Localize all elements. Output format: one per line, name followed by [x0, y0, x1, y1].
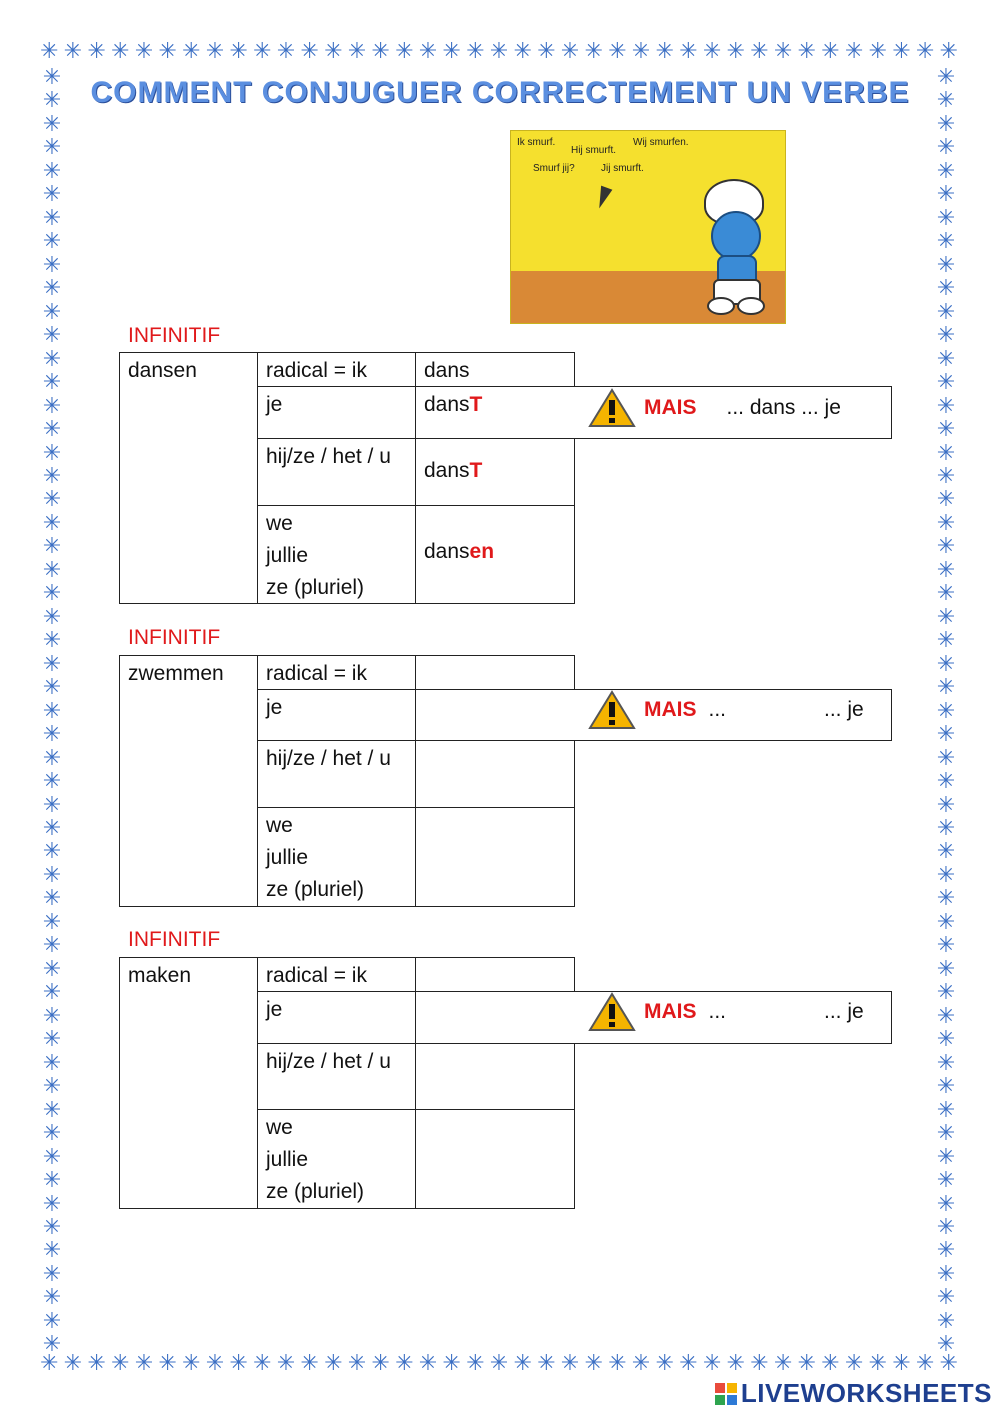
snowflake-icon: ✳ — [42, 627, 62, 653]
snowflake-icon: ✳ — [442, 38, 461, 63]
brand-text: LIVEWORKSHEETS — [740, 1378, 992, 1408]
pronoun-text: ze (pluriel) — [266, 1180, 365, 1203]
snowflake-icon: ✳ — [42, 1237, 62, 1263]
snowflake-icon: ✳ — [42, 345, 62, 371]
snowflake-icon: ✳ — [608, 38, 627, 63]
snowflake-icon: ✳ — [87, 38, 106, 63]
snowflake-icon: ✳ — [936, 1237, 956, 1263]
snowflake-icon: ✳ — [868, 1350, 887, 1375]
pronoun-cell — [257, 438, 416, 506]
snowflake-icon: ✳ — [42, 1143, 62, 1169]
snowflake-icon: ✳ — [936, 64, 956, 89]
warning-text-left: ... — [708, 1000, 727, 1023]
snowflake-icon: ✳ — [42, 251, 62, 277]
snowflake-icon: ✳ — [300, 1350, 319, 1375]
snowflake-icon: ✳ — [915, 1350, 935, 1375]
snowflake-icon: ✳ — [936, 1190, 956, 1216]
snowflake-icon: ✳ — [936, 416, 956, 442]
bubble-line: Smurf jij? — [533, 163, 575, 174]
bubble-line: Ik smurf. — [517, 137, 556, 148]
snowflake-icon: ✳ — [134, 1350, 154, 1375]
snowflake-icon: ✳ — [205, 38, 225, 63]
snowflake-icon: ✳ — [229, 38, 248, 63]
pronoun-text: we — [266, 1116, 293, 1139]
snowflake-icon: ✳ — [936, 1143, 956, 1169]
snowflake-icon: ✳ — [42, 64, 62, 89]
snowflake-icon: ✳ — [936, 932, 956, 958]
snowflake-icon: ✳ — [892, 38, 911, 63]
snowflake-icon: ✳ — [347, 1350, 367, 1375]
pronoun-text: we — [266, 814, 293, 837]
snowflake-icon: ✳ — [42, 1049, 62, 1075]
snowflake-icon: ✳ — [42, 721, 62, 747]
snowflake-icon: ✳ — [42, 462, 62, 488]
snowflake-icon: ✳ — [42, 1073, 62, 1099]
snowflake-icon: ✳ — [466, 38, 485, 63]
pronoun-text: ze (pluriel) — [266, 878, 365, 901]
border-top — [40, 40, 958, 62]
snowflake-icon: ✳ — [42, 979, 62, 1005]
snowflake-icon: ✳ — [395, 38, 414, 63]
snowflake-icon: ✳ — [42, 1260, 62, 1286]
snowflake-icon: ✳ — [936, 439, 956, 465]
pronoun-cell — [257, 505, 416, 604]
snowflake-icon: ✳ — [111, 38, 130, 63]
mais-label: MAIS — [644, 698, 697, 721]
answer-field[interactable] — [415, 1109, 575, 1209]
warning-text: ... dans ... je — [726, 396, 841, 419]
snowflake-icon: ✳ — [537, 1350, 556, 1375]
smurf-illustration — [510, 130, 786, 324]
pronoun-text: we — [266, 512, 293, 535]
snowflake-icon: ✳ — [750, 1350, 769, 1375]
snowflake-icon: ✳ — [608, 1350, 627, 1375]
snowflake-icon: ✳ — [936, 509, 956, 535]
snowflake-icon: ✳ — [395, 1350, 414, 1375]
liveworksheets-logo — [715, 1378, 992, 1409]
snowflake-icon: ✳ — [42, 650, 62, 676]
pronoun-cell — [257, 689, 416, 741]
snowflake-icon: ✳ — [42, 1213, 62, 1239]
snowflake-icon: ✳ — [936, 1120, 956, 1146]
snowflake-icon: ✳ — [939, 1350, 958, 1375]
snowflake-icon: ✳ — [936, 486, 956, 512]
pronoun-cell — [257, 655, 416, 690]
pronoun-cell — [257, 352, 416, 387]
snowflake-icon: ✳ — [936, 674, 956, 700]
snowflake-icon: ✳ — [936, 134, 956, 160]
page-title: COMMENT CONJUGUER CORRECTEMENT UN VERBE — [90, 76, 910, 109]
pronoun-cell — [257, 957, 416, 992]
snowflake-icon: ✳ — [868, 38, 887, 63]
snowflake-icon: ✳ — [936, 955, 956, 981]
verb-text: zwemmen — [128, 662, 224, 685]
verb-cell — [119, 957, 258, 1209]
snowflake-icon: ✳ — [631, 1350, 651, 1375]
snowflake-icon: ✳ — [182, 38, 201, 63]
snowflake-icon: ✳ — [229, 1350, 248, 1375]
snowflake-icon: ✳ — [936, 1026, 956, 1052]
snowflake-icon: ✳ — [936, 1002, 956, 1028]
verb-cell — [119, 352, 258, 604]
warning-text-left: ... — [708, 698, 727, 721]
snowflake-icon: ✳ — [111, 1350, 130, 1375]
pronoun-text: je — [266, 696, 283, 719]
snowflake-icon: ✳ — [253, 38, 272, 63]
snowflake-icon: ✳ — [466, 1350, 485, 1375]
snowflake-icon: ✳ — [797, 1350, 816, 1375]
snowflake-icon: ✳ — [750, 38, 769, 63]
snowflake-icon: ✳ — [936, 1167, 956, 1193]
answer-field[interactable] — [415, 655, 575, 690]
snowflake-icon: ✳ — [42, 932, 62, 958]
snowflake-icon: ✳ — [42, 204, 62, 230]
snowflake-icon: ✳ — [42, 838, 62, 864]
verb-cell — [119, 655, 258, 907]
snowflake-icon: ✳ — [936, 345, 956, 371]
snowflake-icon: ✳ — [42, 228, 62, 254]
form-stem: dans — [424, 459, 470, 482]
snowflake-icon: ✳ — [42, 861, 62, 887]
snowflake-icon: ✳ — [936, 908, 956, 934]
snowflake-icon: ✳ — [513, 38, 532, 63]
snowflake-icon: ✳ — [205, 1350, 225, 1375]
pronoun-text: radical = ik — [266, 964, 367, 987]
verb-text: dansen — [128, 359, 197, 382]
snowflake-icon: ✳ — [42, 416, 62, 442]
snowflake-icon: ✳ — [655, 1350, 674, 1375]
snowflake-icon: ✳ — [42, 392, 62, 418]
answer-field[interactable] — [415, 1043, 575, 1110]
snowflake-icon: ✳ — [42, 1307, 62, 1333]
form-suffix: T — [469, 393, 483, 416]
snowflake-icon: ✳ — [936, 533, 956, 559]
form-text: dans — [424, 359, 470, 382]
snowflake-icon: ✳ — [42, 603, 62, 629]
snowflake-icon: ✳ — [42, 1096, 62, 1122]
snowflake-icon: ✳ — [936, 369, 956, 395]
snowflake-icon: ✳ — [936, 1260, 956, 1286]
snowflake-icon: ✳ — [182, 1350, 201, 1375]
form-stem: dans — [424, 393, 470, 416]
form-stem: dans — [424, 540, 470, 563]
warning-icon — [588, 388, 636, 428]
snowflake-icon: ✳ — [42, 674, 62, 700]
snowflake-icon: ✳ — [42, 1331, 62, 1357]
snowflake-icon: ✳ — [936, 87, 956, 113]
snowflake-icon: ✳ — [936, 1331, 956, 1357]
snowflake-icon: ✳ — [936, 1073, 956, 1099]
snowflake-icon: ✳ — [936, 462, 956, 488]
mais-label: MAIS — [644, 1000, 697, 1023]
snowflake-icon: ✳ — [726, 38, 745, 63]
snowflake-icon: ✳ — [442, 1350, 461, 1375]
pronoun-text: jullie — [266, 846, 309, 869]
snowflake-icon: ✳ — [371, 1350, 390, 1375]
snowflake-icon: ✳ — [40, 38, 59, 63]
infinitif-label: INFINITIF — [128, 626, 221, 649]
snowflake-icon: ✳ — [936, 721, 956, 747]
snowflake-icon: ✳ — [42, 87, 62, 113]
snowflake-icon: ✳ — [42, 815, 62, 840]
snowflake-icon: ✳ — [936, 1049, 956, 1075]
snowflake-icon: ✳ — [936, 627, 956, 653]
pronoun-text: je — [266, 393, 283, 416]
snowflake-icon: ✳ — [42, 955, 62, 981]
snowflake-icon: ✳ — [42, 157, 62, 183]
snowflake-icon: ✳ — [936, 1213, 956, 1239]
infinitif-label: INFINITIF — [128, 928, 221, 951]
snowflake-icon: ✳ — [42, 439, 62, 465]
snowflake-icon: ✳ — [936, 815, 956, 840]
pronoun-cell — [257, 1109, 416, 1209]
snowflake-icon: ✳ — [324, 38, 343, 63]
mais-label: MAIS — [644, 396, 697, 419]
snowflake-icon: ✳ — [936, 157, 956, 183]
snowflake-icon: ✳ — [253, 1350, 272, 1375]
form-suffix: T — [469, 459, 483, 482]
answer-field[interactable] — [415, 957, 575, 992]
warning-text-right: ... je — [824, 698, 864, 721]
snowflake-icon: ✳ — [936, 228, 956, 254]
snowflake-icon: ✳ — [42, 885, 62, 911]
snowflake-icon: ✳ — [936, 298, 956, 324]
border-right — [934, 66, 958, 1356]
snowflake-icon: ✳ — [42, 533, 62, 559]
snowflake-icon: ✳ — [158, 1350, 177, 1375]
snowflake-icon: ✳ — [936, 838, 956, 864]
snowflake-icon: ✳ — [936, 181, 956, 207]
snowflake-icon: ✳ — [300, 38, 319, 63]
snowflake-icon: ✳ — [42, 322, 62, 348]
snowflake-icon: ✳ — [936, 392, 956, 418]
form-cell — [415, 352, 575, 387]
snowflake-icon: ✳ — [347, 38, 367, 63]
pronoun-text: hij/ze / het / u — [266, 747, 391, 770]
warning-icon — [588, 992, 636, 1032]
snowflake-icon: ✳ — [42, 275, 62, 301]
pronoun-cell — [257, 386, 416, 439]
bubble-line: Wij smurfen. — [633, 137, 689, 148]
snowflake-icon: ✳ — [936, 885, 956, 911]
snowflake-icon: ✳ — [42, 768, 62, 794]
snowflake-icon: ✳ — [513, 1350, 532, 1375]
form-suffix: en — [469, 540, 495, 563]
snowflake-icon: ✳ — [42, 181, 62, 207]
pronoun-text: radical = ik — [266, 359, 367, 382]
warning-text-right: ... je — [824, 1000, 864, 1023]
answer-field[interactable] — [415, 807, 575, 907]
warning-note — [588, 690, 864, 730]
snowflake-icon: ✳ — [773, 38, 793, 63]
warning-note — [588, 388, 841, 428]
border-bottom — [40, 1352, 958, 1374]
pronoun-text: jullie — [266, 544, 309, 567]
snowflake-icon: ✳ — [371, 38, 390, 63]
snowflake-icon: ✳ — [489, 1350, 509, 1375]
snowflake-icon: ✳ — [936, 110, 956, 136]
snowflake-icon: ✳ — [655, 38, 674, 63]
snowflake-icon: ✳ — [936, 744, 956, 770]
snowflake-icon: ✳ — [418, 1350, 438, 1375]
snowflake-icon: ✳ — [560, 1350, 580, 1375]
snowflake-icon: ✳ — [702, 38, 722, 63]
pronoun-text: je — [266, 998, 283, 1021]
snowflake-icon: ✳ — [42, 486, 62, 512]
snowflake-icon: ✳ — [42, 509, 62, 535]
snowflake-icon: ✳ — [936, 650, 956, 676]
snowflake-icon: ✳ — [797, 38, 816, 63]
snowflake-icon: ✳ — [915, 38, 935, 63]
snowflake-icon: ✳ — [42, 369, 62, 395]
snowflake-icon: ✳ — [42, 110, 62, 136]
snowflake-icon: ✳ — [936, 979, 956, 1005]
snowflake-icon: ✳ — [939, 38, 958, 63]
smurf-foot-icon — [737, 297, 765, 315]
snowflake-icon: ✳ — [679, 38, 698, 63]
bubble-line: Hij smurft. — [571, 145, 616, 156]
snowflake-icon: ✳ — [844, 1350, 864, 1375]
warning-icon — [588, 690, 636, 730]
pronoun-cell — [257, 740, 416, 808]
snowflake-icon: ✳ — [42, 298, 62, 324]
speech-tail-icon — [594, 186, 613, 211]
snowflake-icon: ✳ — [936, 861, 956, 887]
snowflake-icon: ✳ — [42, 744, 62, 770]
snowflake-icon: ✳ — [892, 1350, 911, 1375]
answer-field[interactable] — [415, 740, 575, 808]
snowflake-icon: ✳ — [418, 38, 438, 63]
snowflake-icon: ✳ — [42, 1002, 62, 1028]
snowflake-icon: ✳ — [42, 556, 62, 582]
smurf-head-icon — [711, 211, 761, 261]
snowflake-icon: ✳ — [726, 1350, 745, 1375]
snowflake-icon: ✳ — [936, 1096, 956, 1122]
infinitif-label: INFINITIF — [128, 324, 221, 347]
snowflake-icon: ✳ — [42, 697, 62, 723]
snowflake-icon: ✳ — [844, 38, 864, 63]
snowflake-icon: ✳ — [489, 38, 509, 63]
verb-text: maken — [128, 964, 192, 987]
form-cell — [415, 505, 575, 604]
snowflake-icon: ✳ — [679, 1350, 698, 1375]
snowflake-icon: ✳ — [40, 1350, 59, 1375]
pronoun-cell — [257, 807, 416, 907]
snowflake-icon: ✳ — [158, 38, 177, 63]
snowflake-icon: ✳ — [936, 697, 956, 723]
snowflake-icon: ✳ — [87, 1350, 106, 1375]
snowflake-icon: ✳ — [276, 38, 296, 63]
snowflake-icon: ✳ — [42, 1284, 62, 1310]
pronoun-text: hij/ze / het / u — [266, 1050, 391, 1073]
snowflake-icon: ✳ — [584, 1350, 603, 1375]
snowflake-icon: ✳ — [936, 791, 956, 817]
snowflake-icon: ✳ — [936, 580, 956, 606]
snowflake-icon: ✳ — [42, 1120, 62, 1146]
pronoun-text: hij/ze / het / u — [266, 445, 391, 468]
snowflake-icon: ✳ — [936, 1307, 956, 1333]
snowflake-icon: ✳ — [936, 251, 956, 277]
snowflake-icon: ✳ — [42, 1167, 62, 1193]
snowflake-icon: ✳ — [936, 1284, 956, 1310]
border-left — [40, 66, 64, 1356]
snowflake-icon: ✳ — [936, 322, 956, 348]
snowflake-icon: ✳ — [560, 38, 580, 63]
snowflake-icon: ✳ — [42, 1026, 62, 1052]
pronoun-cell — [257, 1043, 416, 1110]
snowflake-icon: ✳ — [42, 580, 62, 606]
snowflake-icon: ✳ — [773, 1350, 793, 1375]
snowflake-icon: ✳ — [42, 1190, 62, 1216]
snowflake-icon: ✳ — [584, 38, 603, 63]
snowflake-icon: ✳ — [631, 38, 651, 63]
snowflake-icon: ✳ — [276, 1350, 296, 1375]
snowflake-icon: ✳ — [42, 908, 62, 934]
snowflake-icon: ✳ — [936, 556, 956, 582]
snowflake-icon: ✳ — [936, 768, 956, 794]
liveworksheets-logo-icon — [715, 1383, 737, 1405]
snowflake-icon: ✳ — [821, 38, 840, 63]
pronoun-text: jullie — [266, 1148, 309, 1171]
snowflake-icon: ✳ — [134, 38, 154, 63]
snowflake-icon: ✳ — [821, 1350, 840, 1375]
pronoun-text: radical = ik — [266, 662, 367, 685]
snowflake-icon: ✳ — [42, 791, 62, 817]
pronoun-text: ze (pluriel) — [266, 576, 365, 599]
snowflake-icon: ✳ — [936, 204, 956, 230]
snowflake-icon: ✳ — [936, 603, 956, 629]
snowflake-icon: ✳ — [702, 1350, 722, 1375]
pronoun-cell — [257, 991, 416, 1044]
snowflake-icon: ✳ — [324, 1350, 343, 1375]
form-cell — [415, 438, 575, 506]
bubble-line: Jij smurft. — [601, 163, 644, 174]
snowflake-icon: ✳ — [537, 38, 556, 63]
snowflake-icon: ✳ — [936, 275, 956, 301]
warning-note — [588, 992, 864, 1032]
snowflake-icon: ✳ — [42, 134, 62, 160]
snowflake-icon: ✳ — [63, 38, 83, 63]
smurf-foot-icon — [707, 297, 735, 315]
snowflake-icon: ✳ — [63, 1350, 83, 1375]
